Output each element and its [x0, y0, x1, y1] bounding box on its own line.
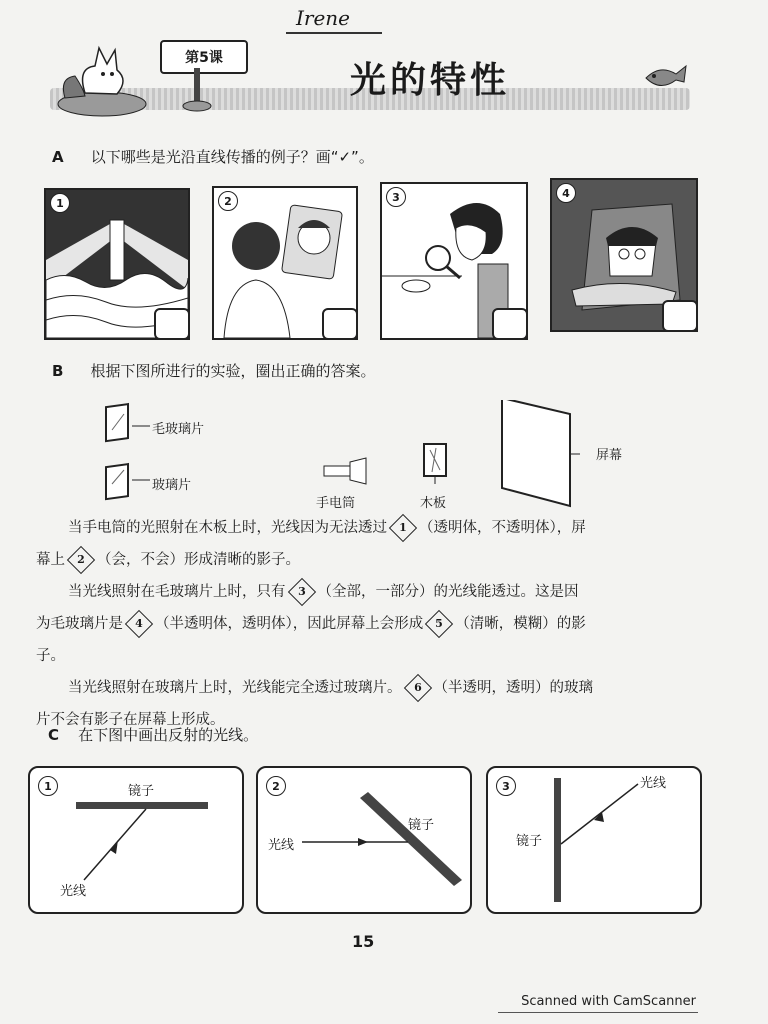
diagram-number: 1: [38, 776, 58, 796]
answer-diamond[interactable]: 4: [125, 610, 153, 638]
mirror-label: 镜子: [128, 784, 155, 799]
answer-diamond[interactable]: 3: [287, 578, 315, 606]
section-a-heading: [52, 146, 374, 167]
paragraph-2-end: 子。: [36, 648, 65, 664]
paragraph-3-cont: 片不会有影子在屏幕上形成。: [36, 712, 225, 728]
label-screen: 屏幕: [596, 448, 623, 463]
handwritten-underline: [286, 32, 382, 34]
picture-number: 1: [50, 193, 70, 213]
lesson-sign: 第5课: [160, 40, 248, 74]
label-glass: 玻璃片: [152, 478, 192, 493]
diagram-2[interactable]: [256, 766, 472, 914]
fish-icon: [640, 58, 690, 98]
section-b-heading: [52, 360, 376, 381]
paragraph-1: 当手电筒的光照射在木板上时，光线因为无法透过 1 （透明体，不透明体），屏: [36, 512, 706, 544]
label-wood-board: 木板: [420, 496, 447, 511]
page-number: 15: [352, 932, 375, 951]
section-c-heading: [48, 724, 258, 745]
signpost-icon: [178, 68, 218, 113]
label-frosted-glass: 毛玻璃片: [152, 422, 205, 437]
scanner-footer: Scanned with CamScanner: [521, 994, 696, 1009]
section-c-question: 在下图中画出反射的光线。: [78, 726, 259, 744]
paragraph-2-cont: 为毛玻璃片是 4 （半透明体，透明体），因此屏幕上会形成 5 （清晰，模糊）的影: [36, 608, 706, 640]
answer-diamond[interactable]: 6: [403, 674, 431, 702]
page-title: 光的特性: [350, 60, 511, 101]
mirror-label: 镜子: [408, 818, 435, 833]
picture-number: 4: [556, 183, 576, 203]
handwritten-name: Irene: [296, 6, 351, 30]
diagram-3[interactable]: [486, 766, 702, 914]
section-c-letter: C: [48, 726, 60, 744]
tick-box-1[interactable]: [154, 308, 190, 340]
ray-label: 光线: [640, 776, 667, 791]
ray-label: 光线: [268, 838, 295, 853]
ray-label: 光线: [60, 884, 87, 899]
section-b-paragraphs: [36, 512, 706, 736]
diagram-1[interactable]: [28, 766, 244, 914]
section-b-letter: B: [52, 362, 64, 380]
tick-box-2[interactable]: [322, 308, 358, 340]
diagram-number: 2: [266, 776, 286, 796]
mirror-label: 镜子: [516, 834, 543, 849]
picture-lighthouse: [44, 188, 190, 340]
picture-number: 3: [386, 187, 406, 207]
section-b-question: 根据下图所进行的实验，圈出正确的答案。: [90, 362, 376, 380]
paragraph-1-cont: 幕上 2 （会，不会）形成清晰的影子。: [36, 544, 706, 576]
paragraph-3: 当光线照射在玻璃片上时，光线能完全透过玻璃片。 6 （半透明，透明）的玻璃: [36, 672, 706, 704]
answer-diamond[interactable]: 1: [389, 514, 417, 542]
picture-number: 2: [218, 191, 238, 211]
picture-periscope-boy: [550, 178, 698, 332]
label-flashlight: 手电筒: [316, 496, 356, 511]
picture-mirror-boy: [212, 186, 358, 340]
paragraph-2: 当光线照射在毛玻璃片上时，只有 3 （全部，一部分）的光线能透过。这是因: [36, 576, 706, 608]
answer-diamond[interactable]: 5: [425, 610, 453, 638]
section-a-letter: A: [52, 148, 64, 166]
footer-rule: [498, 1012, 698, 1013]
picture-magnifier-girl: [380, 182, 528, 340]
fox-mascot-icon: [55, 38, 150, 118]
tick-box-4[interactable]: [662, 300, 698, 332]
diagram-number: 3: [496, 776, 516, 796]
section-a-question: 以下哪些是光沿直线传播的例子？画“✓”。: [90, 148, 374, 166]
answer-diamond[interactable]: 2: [67, 546, 95, 574]
tick-box-3[interactable]: [492, 308, 528, 340]
